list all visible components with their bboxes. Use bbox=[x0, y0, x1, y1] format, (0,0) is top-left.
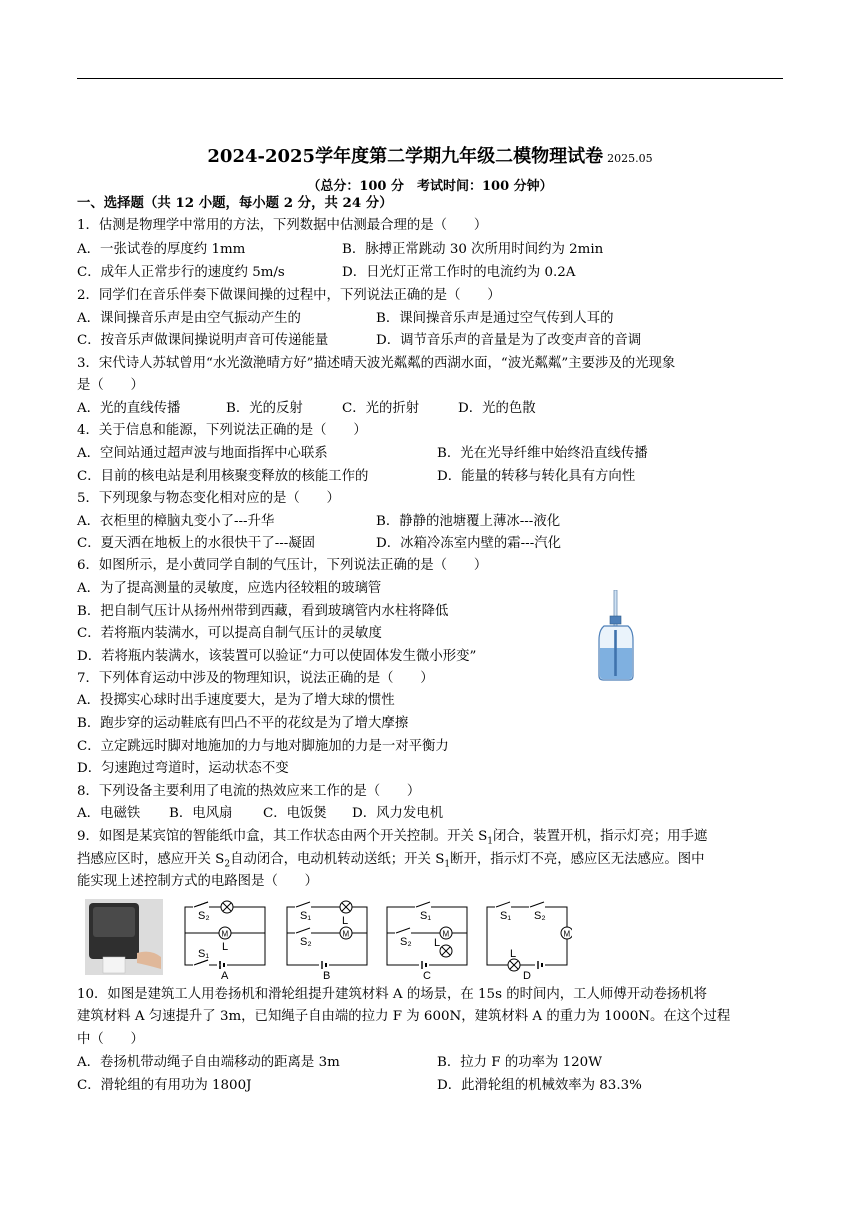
q4-option-d: D．能量的转移与转化具有方向性 bbox=[437, 469, 636, 484]
q3-option-c: C．光的折射 bbox=[342, 401, 420, 416]
q1-option-c: C．成年人正常步行的速度约 5m/s bbox=[77, 265, 285, 280]
section-heading: 一、选择题（共 12 小题，每小题 2 分，共 24 分） bbox=[77, 195, 393, 211]
q9-line1-part1: 9．如图是某宾馆的智能纸巾盒，其工作状态由两个开关控制。开关 S bbox=[77, 829, 488, 844]
circuit-c-label-s2: S₂ bbox=[400, 936, 412, 948]
circuit-b-motor-symbol: M bbox=[342, 929, 350, 939]
q7-option-d: D．匀速跑过弯道时，运动状态不变 bbox=[77, 761, 289, 776]
exam-date: 2025.05 bbox=[607, 152, 653, 165]
q7-option-b: B．跑步穿的运动鞋底有凹凸不平的花纹是为了增大摩擦 bbox=[77, 716, 409, 731]
circuit-a-label-s2: S₂ bbox=[198, 910, 210, 922]
q9-line2-part2: 自动闭合，电动机转动送纸；开关 S bbox=[230, 852, 445, 867]
q8-option-d: D．风力发电机 bbox=[352, 806, 444, 821]
circuit-a-label: A bbox=[221, 970, 229, 979]
circuit-b-label-l: L bbox=[342, 915, 349, 927]
circuit-b-label: B bbox=[323, 970, 331, 979]
q6-option-a: A．为了提高测量的灵敏度，应选内径较粗的玻璃管 bbox=[77, 581, 382, 596]
q5-option-c: C．夏天洒在地板上的水很快干了---凝固 bbox=[77, 536, 316, 551]
q9-line2-part1: 挡感应区时，感应开关 S bbox=[77, 852, 225, 867]
tissue-dispenser-photo bbox=[85, 899, 163, 975]
q4-stem: 4．关于信息和能源，下列说法正确的是（ ） bbox=[77, 423, 367, 438]
q7-option-a: A．投掷实心球时出手速度要大，是为了增大球的惯性 bbox=[77, 693, 395, 708]
q4-option-c: C．目前的核电站是利用核聚变释放的核能工作的 bbox=[77, 469, 369, 484]
title-text: 2024-2025学年度第二学期九年级二模物理试卷 bbox=[207, 146, 604, 167]
q9-line1-part2: 闭合，装置开机，指示灯亮；用手遮 bbox=[493, 829, 708, 844]
q1-option-b: B．脉搏正常跳动 30 次所用时间约为 2min bbox=[342, 242, 604, 257]
q9-stem-line1 bbox=[77, 828, 707, 851]
q1-stem: 1．估测是物理学中常用的方法，下列数据中估测最合理的是（ ） bbox=[77, 218, 488, 233]
q8-option-a: A．电磁铁 bbox=[77, 806, 141, 821]
q10-option-b: B．拉力 F 的功率为 120W bbox=[437, 1055, 602, 1070]
q10-stem-line1: 10．如图是建筑工人用卷扬机和滑轮组提升建筑材料 A 的场景，在 15s 的时间内，工人师傅开动卷扬机将 bbox=[77, 987, 708, 1002]
q6-stem: 6．如图所示，是小黄同学自制的气压计，下列说法正确的是（ ） bbox=[77, 558, 488, 573]
q3-stem-line1: 3．宋代诗人苏轼曾用“水光潋滟晴方好”描述晴天波光粼粼的西湖水面，“波光粼粼”主要涉及的光现象 bbox=[77, 356, 676, 371]
q6-option-c: C．若将瓶内装满水，可以提高自制气压计的灵敏度 bbox=[77, 626, 382, 641]
q9-line2-sub1: 2 bbox=[224, 859, 231, 870]
q3-option-a: A．光的直线传播 bbox=[77, 401, 181, 416]
circuit-d-label-l: L bbox=[510, 948, 517, 960]
q5-stem: 5．下列现象与物态变化相对应的是（ ） bbox=[77, 491, 340, 506]
top-rule bbox=[77, 78, 783, 79]
q4-option-a: A．空间站通过超声波与地面指挥中心联系 bbox=[77, 446, 328, 461]
circuit-b-label-s2: S₂ bbox=[300, 936, 312, 948]
q10-option-c: C．滑轮组的有用功为 1800J bbox=[77, 1078, 252, 1093]
circuit-d-label-s2: S₂ bbox=[534, 910, 546, 922]
q1-option-a: A．一张试卷的厚度约 1mm bbox=[77, 242, 246, 257]
circuit-a-label-s1: S₁ bbox=[198, 948, 210, 960]
circuit-c bbox=[382, 899, 472, 979]
q2-option-d: D．调节音乐声的音量是为了改变声音的音调 bbox=[376, 333, 642, 348]
q6-option-b: B．把自制气压计从扬州州带到西藏，看到玻璃管内水柱将降低 bbox=[77, 604, 449, 619]
q2-option-c: C．按音乐声做课间操说明声音可传递能量 bbox=[77, 333, 329, 348]
circuit-d-label: D bbox=[523, 970, 531, 979]
circuit-d-motor-symbol: M bbox=[563, 929, 571, 939]
q2-stem: 2．同学们在音乐伴奏下做课间操的过程中，下列说法正确的是（ ） bbox=[77, 288, 501, 303]
q7-option-c: C．立定跳远时脚对地施加的力与地对脚施加的力是一对平衡力 bbox=[77, 739, 449, 754]
q3-stem-line2: 是（ ） bbox=[77, 378, 144, 393]
q10-option-a: A．卷扬机带动绳子自由端移动的距离是 3m bbox=[77, 1055, 340, 1070]
q2-option-b: B．课间操音乐声是通过空气传到人耳的 bbox=[376, 311, 614, 326]
q4-option-b: B．光在光导纤维中始终沿直线传播 bbox=[437, 446, 648, 461]
barometer-figure bbox=[595, 590, 637, 682]
page-title bbox=[0, 142, 860, 168]
q9-line1-sub: 1 bbox=[487, 836, 494, 847]
q10-stem-line3: 中（ ） bbox=[77, 1032, 144, 1047]
q8-stem: 8．下列设备主要利用了电流的热效应来工作的是（ ） bbox=[77, 784, 421, 799]
circuit-b-label-s1: S₁ bbox=[300, 910, 312, 922]
circuit-a bbox=[180, 899, 270, 979]
q9-stem-line3: 能实现上述控制方式的电路图是（ ） bbox=[77, 874, 319, 889]
q5-option-b: B．静静的池塘覆上薄冰---液化 bbox=[376, 514, 561, 529]
q10-option-d: D．此滑轮组的机械效率为 83.3% bbox=[437, 1078, 642, 1093]
q5-option-a: A．衣柜里的樟脑丸变小了---升华 bbox=[77, 514, 275, 529]
q5-option-d: D．冰箱冷冻室内壁的霜---汽化 bbox=[376, 536, 561, 551]
circuit-d-label-s1: S₁ bbox=[500, 910, 512, 922]
q9-line2-sub2: 1 bbox=[444, 859, 451, 870]
circuit-c-label-l: L bbox=[434, 937, 441, 949]
exam-info: （总分：100 分 考试时间：100 分钟） bbox=[307, 179, 553, 194]
q8-option-c: C．电饭煲 bbox=[263, 806, 327, 821]
q10-stem-line2: 建筑材料 A 匀速提升了 3m，已知绳子自由端的拉力 F 为 600N，建筑材料 A 的重力为 1000N。在这个过程 bbox=[77, 1009, 731, 1024]
circuit-c-motor-symbol: M bbox=[442, 929, 450, 939]
circuit-a-label-l: L bbox=[222, 941, 229, 953]
q7-stem: 7．下列体育运动中涉及的物理知识，说法正确的是（ ） bbox=[77, 671, 434, 686]
circuit-a-motor-symbol: M bbox=[221, 929, 229, 939]
q6-option-d: D．若将瓶内装满水，该装置可以验证“力可以使固体发生微小形变” bbox=[77, 649, 477, 664]
circuit-d bbox=[482, 899, 572, 979]
q2-option-a: A．课间操音乐声是由空气振动产生的 bbox=[77, 311, 301, 326]
q3-option-b: B．光的反射 bbox=[226, 401, 303, 416]
circuit-b bbox=[282, 899, 372, 979]
q8-option-b: B．电风扇 bbox=[169, 806, 233, 821]
circuit-c-label: C bbox=[423, 970, 431, 979]
q3-option-d: D．光的色散 bbox=[458, 401, 536, 416]
circuit-c-label-s1: S₁ bbox=[420, 910, 432, 922]
q9-stem-line2 bbox=[77, 851, 705, 874]
q1-option-d: D．日光灯正常工作时的电流约为 0.2A bbox=[342, 265, 576, 280]
q9-line2-part3: 断开，指示灯不亮，感应区无法感应。图中 bbox=[450, 852, 705, 867]
